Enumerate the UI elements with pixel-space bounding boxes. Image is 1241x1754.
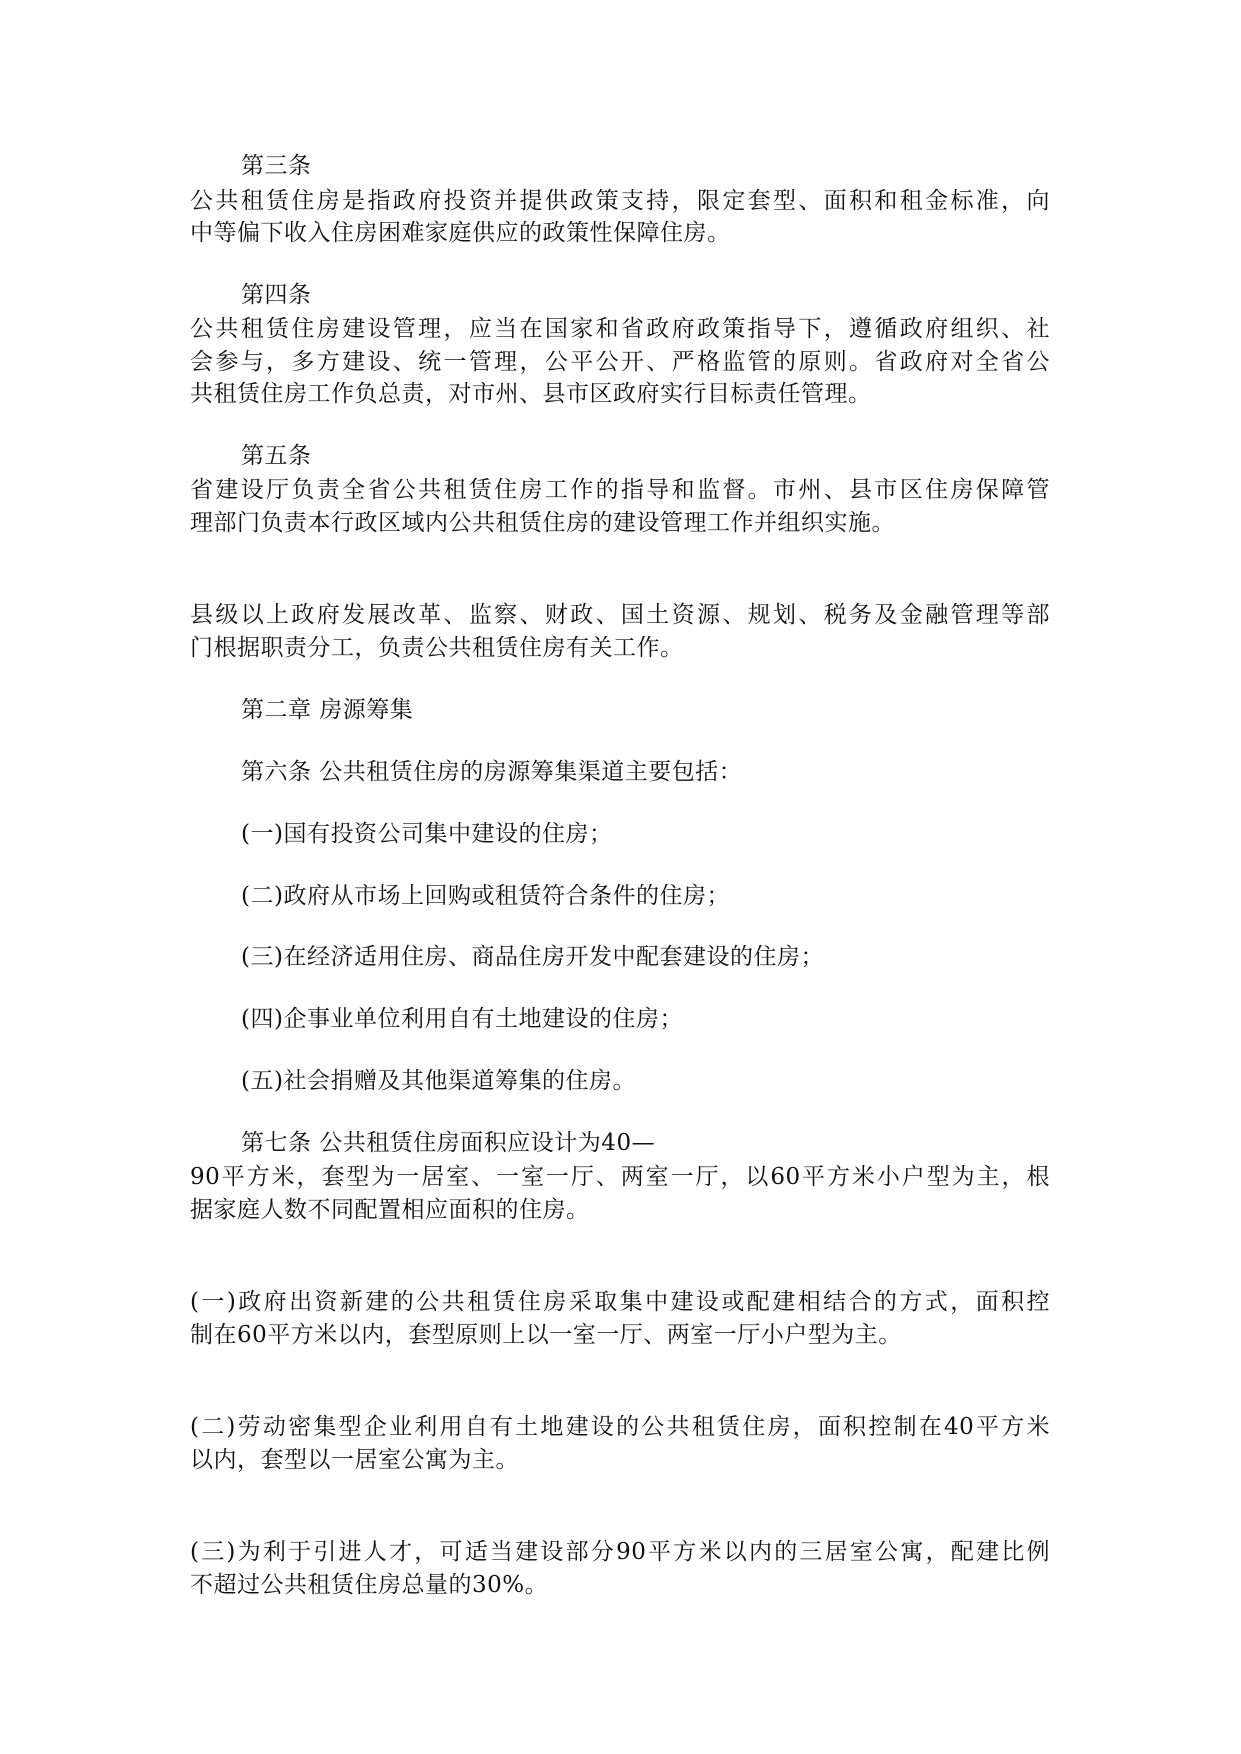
text-line-a4-l2: 会参与，多方建设、统一管理，公平公开、严格监管的原则。省政府对全省公 — [190, 349, 1050, 375]
text-line-a7-i2-l2: 以内，套型以一居室公寓为主。 — [190, 1447, 519, 1473]
text-line-a3-l1: 公共租赁住房是指政府投资并提供政策支持，限定套型、面积和租金标准，向 — [190, 188, 1050, 214]
text-line-a6-i4: (四)企事业单位利用自有土地建设的住房； — [241, 1006, 683, 1032]
text-line-a3-l2: 中等偏下收入住房困难家庭供应的政策性保障住房。 — [190, 220, 731, 246]
text-line-a7-i3-l1: (三)为利于引进人才，可适当建设部分90平方米以内的三居室公寓，配建比例 — [190, 1539, 1050, 1565]
text-line-a4-l3: 共租赁住房工作负总责，对市州、县市区政府实行目标责任管理。 — [190, 381, 872, 407]
text-line-a5-heading: 第五条 — [241, 443, 312, 469]
text-line-a7-i2-l1: (二)劳动密集型企业利用自有土地建设的公共租赁住房，面积控制在40平方米 — [190, 1414, 1050, 1440]
text-line-a7-i1-l2: 制在60平方米以内，套型原则上以一室一厅、两室一厅小户型为主。 — [190, 1322, 902, 1348]
text-line-a7-l2: 90平方米，套型为一居室、一室一厅、两室一厅，以60平方米小户型为主，根 — [190, 1164, 1050, 1190]
text-line-a3-heading: 第三条 — [241, 153, 312, 179]
text-line-chapter2: 第二章 房源筹集 — [241, 697, 414, 723]
text-line-a4-heading: 第四条 — [241, 282, 312, 308]
text-line-a7-l3: 据家庭人数不同配置相应面积的住房。 — [190, 1197, 590, 1223]
text-line-a7-i3-l2: 不超过公共租赁住房总量的30%。 — [190, 1572, 549, 1598]
text-line-a5-l2: 理部门负责本行政区域内公共租赁住房的建设管理工作并组织实施。 — [190, 510, 895, 536]
text-line-a6-i2: (二)政府从市场上回购或租赁符合条件的住房； — [241, 883, 730, 909]
text-line-a6-i3: (三)在经济适用住房、商品住房开发中配套建设的住房； — [241, 944, 824, 970]
text-line-a7-l1: 第七条 公共租赁住房面积应设计为40— — [241, 1130, 656, 1156]
text-line-a5-p2-l1: 县级以上政府发展改革、监察、财政、国土资源、规划、税务及金融管理等部 — [190, 602, 1050, 628]
text-line-a4-l1: 公共租赁住房建设管理，应当在国家和省政府政策指导下，遵循政府组织、社 — [190, 316, 1050, 342]
text-line-a5-p2-l2: 门根据职责分工，负责公共租赁住房有关工作。 — [190, 635, 684, 661]
text-line-a7-i1-l1: (一)政府出资新建的公共租赁住房采取集中建设或配建相结合的方式，面积控 — [190, 1289, 1050, 1315]
text-line-a6-i5: (五)社会捐赠及其他渠道筹集的住房。 — [241, 1068, 636, 1094]
text-line-a6-i1: (一)国有投资公司集中建设的住房； — [241, 821, 613, 847]
text-line-a5-l1: 省建设厅负责全省公共租赁住房工作的指导和监督。市州、县市区住房保障管 — [190, 477, 1050, 503]
text-line-a6: 第六条 公共租赁住房的房源筹集渠道主要包括： — [241, 759, 743, 785]
